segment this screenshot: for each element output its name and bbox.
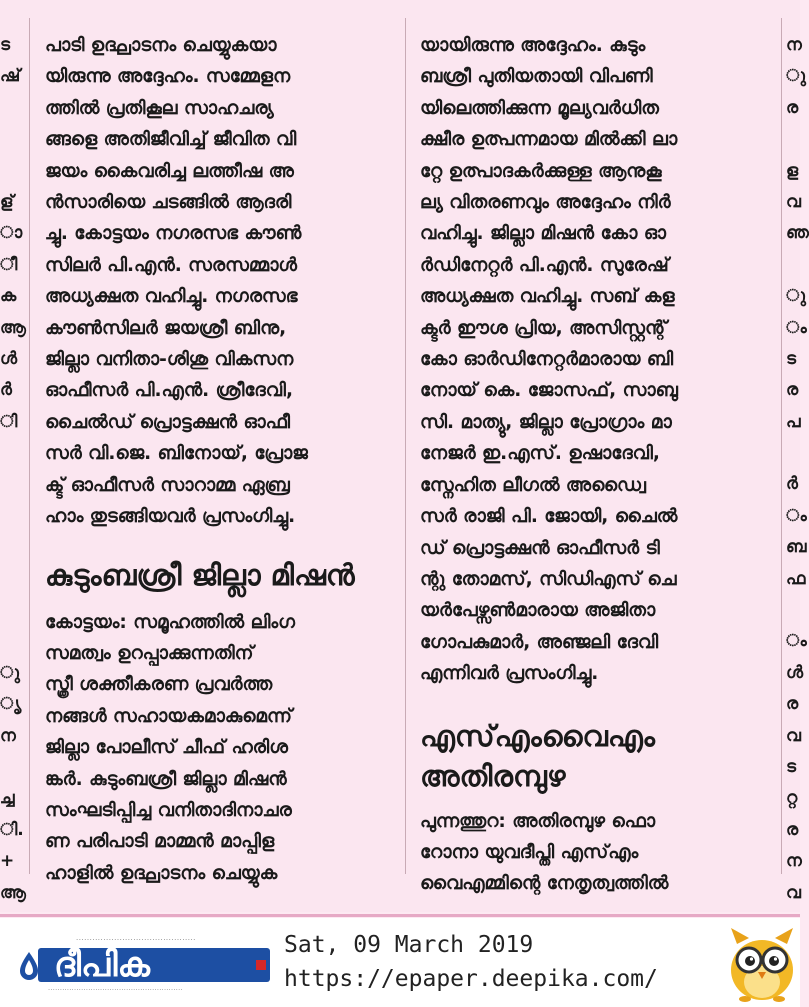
edge-fragment xyxy=(786,250,800,281)
edge-fragment: ം xyxy=(786,631,807,652)
text-line: ൻസാരിയെ ചടങ്ങിൽ ആദരി xyxy=(45,192,292,214)
column-divider xyxy=(781,18,782,874)
text-line: ണ പരിപാടി മാമ്മൻ മാപ്പിള xyxy=(45,831,275,853)
edge-fragment: ന xyxy=(786,35,802,55)
text-line: ന്റു തോമസ്, സിഡിഎസ് ചെ xyxy=(420,568,677,590)
text-line: എന്നിവർ പ്രസംഗിച്ചു. xyxy=(420,663,599,685)
article-column-right xyxy=(420,30,772,900)
text-line: ഹാം തുടങ്ങിയവർ പ്രസംഗിച്ചു. xyxy=(45,506,296,528)
text-line: ക്ട് ഓഫീസർ സാറാമ്മ ഏബ്ര xyxy=(45,474,290,496)
edge-fragment: ു xyxy=(0,662,20,683)
edge-fragment: ര xyxy=(786,380,799,401)
text-line: നങ്ങൾ സഹായകമാകുമെന്ന് xyxy=(45,705,293,727)
text-line: യിരുന്നു അദ്ദേഹം. സമ്മേളന xyxy=(45,66,291,88)
edge-fragment: ക xyxy=(0,286,17,307)
edge-fragment: ം xyxy=(786,317,807,338)
edge-fragment xyxy=(0,532,18,563)
text-line: ജില്ലാ വനിതാ-ശിശു വികസന xyxy=(45,349,294,371)
column-divider xyxy=(29,18,30,874)
lamp-icon xyxy=(18,950,40,980)
edge-fragment: ട xyxy=(786,756,797,777)
edge-fragment xyxy=(786,438,800,469)
text-line: ജില്ലാ പോലീസ് ചീഫ് ഹരിശ xyxy=(45,737,288,759)
edge-fragment: + xyxy=(0,851,15,872)
edge-fragment: ൃ xyxy=(0,694,22,715)
dateline-line xyxy=(420,806,772,837)
edge-fragment: ട xyxy=(786,348,797,369)
edge-fragment: ആ xyxy=(0,882,26,903)
edge-fragment: ഞ xyxy=(786,223,809,244)
edge-fragment: ര xyxy=(786,97,799,118)
logo-banner xyxy=(38,945,270,985)
text-line: നേജർ ഇ.എസ്. ഉഷാദേവി, xyxy=(420,443,660,465)
article-column-left xyxy=(45,30,390,889)
footer-divider xyxy=(0,914,800,917)
edge-fragment xyxy=(0,93,18,124)
edge-fragment xyxy=(0,438,18,469)
text-line: ഗോപകുമാർ, അഞ്ജലി ദേവി xyxy=(420,631,659,653)
owl-mascot-icon xyxy=(727,926,797,1002)
logo-text: ദീപിക xyxy=(54,945,150,985)
logo-decoration: ············································ xyxy=(76,936,196,944)
edge-fragment: ർ xyxy=(0,380,12,401)
text-line: കോ ഓർഡിനേറ്റർമാരായ ബി xyxy=(420,349,674,371)
edge-fragment: ഫ xyxy=(786,568,806,589)
text-line: ത്തിൽ പ്രതികൂല സാഹചര്യ xyxy=(45,97,274,119)
epaper-footer xyxy=(0,918,800,1007)
dateline: കോട്ടയം: xyxy=(45,611,127,633)
text-line: ചൈൽഡ് പ്രൊട്ടക്ഷൻ ഓഫീ xyxy=(45,411,291,433)
text-line: റോനാ യുവദീപ്തി എസ്എം xyxy=(420,841,639,863)
text-line: ച്ചു. കോട്ടയം നഗരസഭ കൗൺ xyxy=(45,223,302,245)
text-line: അതിരമ്പുഴ ഫൊ xyxy=(505,810,656,832)
edge-fragment: ആ xyxy=(0,317,26,338)
edge-fragment: വ xyxy=(786,882,801,903)
article-heading: കുടുംബശ്രീ ജില്ലാ മിഷൻ xyxy=(45,557,355,592)
epaper-url[interactable]: https://epaper.deepika.com/ xyxy=(284,966,658,992)
edge-fragment: ര xyxy=(786,694,799,715)
right-edge-column xyxy=(786,30,809,909)
text-line: യായിരുന്നു അദ്ദേഹം. കുടും xyxy=(420,35,646,56)
text-line: ർഡിനേറ്റർ പി.എൻ. സുരേഷ് xyxy=(420,254,669,276)
edge-fragment: ള xyxy=(786,160,799,181)
publication-date: Sat, 09 March 2019 xyxy=(284,932,534,958)
edge-fragment xyxy=(0,626,18,657)
text-line: അധ്യക്ഷത വഹിച്ചു. നഗരസഭ xyxy=(45,286,298,308)
column-divider xyxy=(405,18,406,874)
text-line: യിലെത്തിക്കുന്ന മൂല്യവർധിത xyxy=(420,97,659,119)
edge-fragment: പ xyxy=(786,411,801,432)
edge-fragment: ം xyxy=(786,505,807,526)
text-line: വഹിച്ചു. ജില്ലാ മിഷൻ കോ ഓ xyxy=(420,223,666,245)
edge-fragment: ു xyxy=(786,66,806,87)
edge-fragment xyxy=(0,595,18,626)
text-line: അധ്യക്ഷത വഹിച്ചു. സബ് കള xyxy=(420,286,675,308)
edge-fragment: ഷ് xyxy=(0,66,21,87)
edge-fragment: വ xyxy=(786,725,801,746)
text-line: കൗൺസിലർ ജയശ്രീ ബിനു, xyxy=(45,317,287,339)
text-line: സ്നേഹിത ലീഗൽ അഡ്വൈ xyxy=(420,474,646,496)
text-line: സമത്വം ഉറപ്പാക്കുന്നതിന് xyxy=(45,642,254,664)
edge-fragment: ി. xyxy=(0,819,24,840)
text-line: ജയം കൈവരിച്ച ലത്തീഷ അ xyxy=(45,160,294,182)
text-line: സമൂഹത്തിൽ ലിംഗ xyxy=(126,611,295,633)
article-heading: എസ്എംവൈഎം xyxy=(420,718,655,753)
edge-fragment: ി xyxy=(0,411,18,432)
article-heading: അതിരമ്പുഴ xyxy=(420,758,566,793)
edge-fragment xyxy=(0,752,18,783)
edge-fragment: ർ xyxy=(786,474,798,495)
text-line: സംഘടിപ്പിച്ച വനിതാദിനാചര xyxy=(45,799,292,821)
text-line: സർ രാജി പി. ജോയി, ചൈൽ xyxy=(420,506,678,528)
edge-fragment: ട xyxy=(0,35,11,55)
edge-fragment xyxy=(0,124,18,155)
text-line: റ്റേ ഉത്പാദകർക്കുള്ള ആനുകൂ xyxy=(420,160,662,182)
edge-fragment: ൾ xyxy=(786,662,804,683)
edge-fragment: ന xyxy=(0,725,16,746)
text-line: ഹാളിൽ ഉദ്ഘാടനം ചെയ്യുക xyxy=(45,862,278,884)
edge-fragment: ന xyxy=(786,851,802,872)
logo-decoration: ························································· xyxy=(48,986,183,994)
edge-fragment: ര xyxy=(786,819,799,840)
dateline: പുന്നത്തുറ: xyxy=(420,810,506,832)
dateline-line xyxy=(45,607,390,638)
logo-mark-icon xyxy=(256,960,266,970)
text-line: പാടി ഉദ്ഘാടനം ചെയ്യുകയാ xyxy=(45,35,277,56)
edge-fragment: റ്റ xyxy=(786,788,798,809)
edge-fragment: ബ xyxy=(786,537,807,558)
edge-fragment: ൾ xyxy=(0,348,18,369)
text-line: ബശ്രീ പുതിയതായി വിപണി xyxy=(420,66,653,88)
edge-fragment xyxy=(0,156,18,187)
edge-fragment xyxy=(0,501,18,532)
edge-fragment: ീ xyxy=(0,254,18,275)
edge-fragment: ച്ച xyxy=(0,788,15,809)
text-line: സിലർ പി.എൻ. സരസമ്മാൾ xyxy=(45,254,298,276)
edge-fragment xyxy=(786,595,800,626)
deepika-logo[interactable] xyxy=(18,934,273,996)
edge-fragment: ാ xyxy=(0,223,23,244)
text-line: സർ വി.ജെ. ബിനോയ്, പ്രോജ xyxy=(45,443,308,465)
edge-fragment xyxy=(0,469,18,500)
text-line: ങ്ങളെ അതിജീവിച്ച് ജീവിത വി xyxy=(45,129,297,151)
text-line: വൈഎമ്മിന്റെ നേതൃത്വത്തിൽ xyxy=(420,873,669,895)
edge-fragment: ള് xyxy=(0,191,14,212)
text-line: ഡ് പ്രൊട്ടക്ഷൻ ഓഫീസർ ടി xyxy=(420,537,660,559)
text-line: സി. മാത്യു, ജില്ലാ പ്രോഗ്രാം മാ xyxy=(420,411,672,433)
text-line: ല്യ വിതരണവും അദ്ദേഹം നിർ xyxy=(420,192,671,214)
edge-fragment xyxy=(0,564,18,595)
text-line: ങ്കർ. കുടുംബശ്രീ ജില്ലാ മിഷൻ xyxy=(45,768,287,790)
text-line: ക്ഷീര ഉത്പന്നമായ മിൽക്കി ലാ xyxy=(420,129,678,151)
text-line: ക്ടർ ഈശ പ്രിയ, അസിസ്റ്റന്റ് xyxy=(420,317,667,339)
text-line: നോയ് കെ. ജോസഫ്, സാബു xyxy=(420,380,678,402)
text-line: സ്ത്രീ ശക്തീകരണ പ്രവർത്ത xyxy=(45,674,273,696)
edge-fragment xyxy=(786,124,800,155)
edge-fragment: ു xyxy=(786,286,806,307)
edge-fragment: വ xyxy=(786,191,801,212)
left-edge-column xyxy=(0,30,26,909)
text-line: ഓഫീസർ പി.എൻ. ശ്രീദേവി, xyxy=(45,380,293,402)
text-line: യർപേഴ്സൺമാരായ അജിതാ xyxy=(420,600,656,622)
